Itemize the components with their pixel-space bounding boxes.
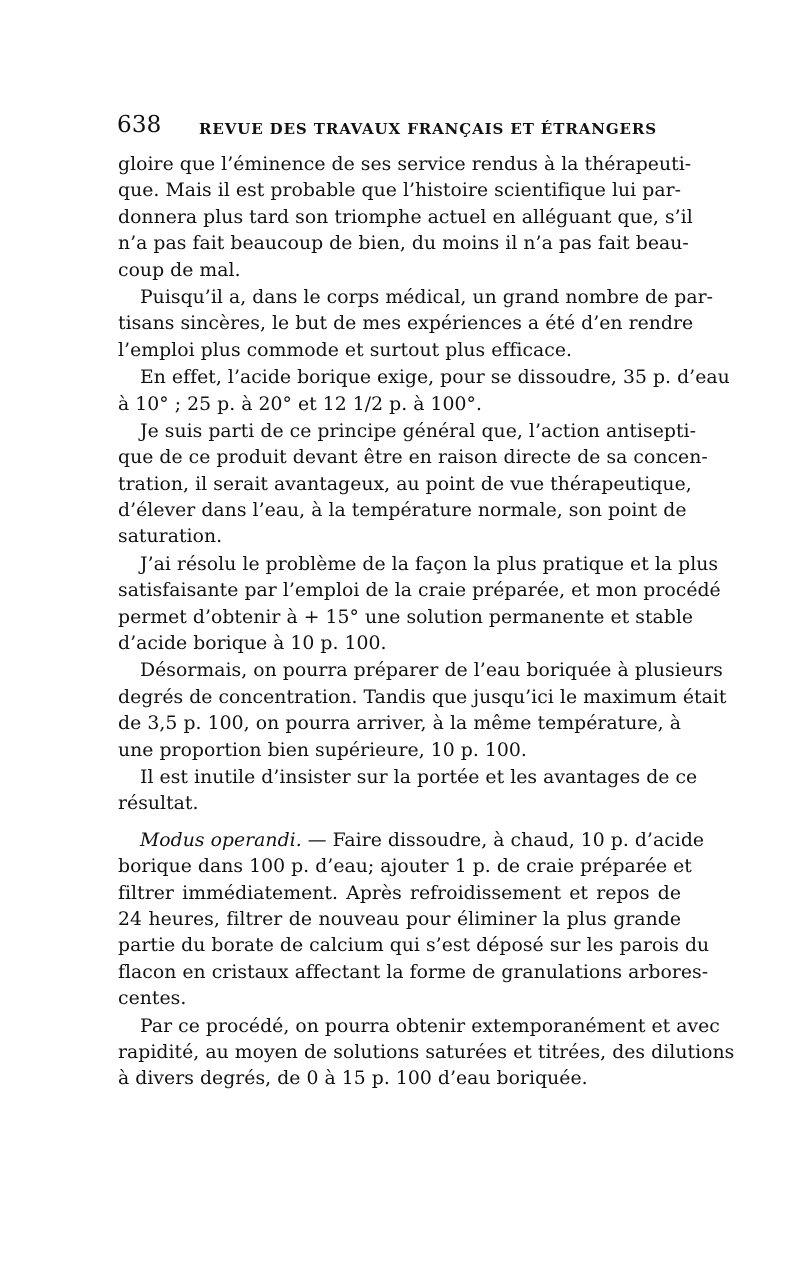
modus-operandi-heading: Modus operandi. <box>140 829 302 851</box>
text-line: Il est inutile d’insister sur la portée et les avantages de ce <box>140 766 698 788</box>
text-line: que de ce produit devant être en raison directe de sa concen- <box>118 447 708 469</box>
paragraph-9 <box>118 1014 735 1093</box>
paragraph-2 <box>118 285 713 364</box>
text-line: Je suis parti de ce principe général que, l’action antisepti- <box>140 420 696 442</box>
page-header <box>117 110 677 150</box>
paragraph-1 <box>118 152 693 284</box>
paragraph-3 <box>118 365 730 418</box>
text-line: à 10° ; 25 p. à 20° et 12 1/2 p. à 100°. <box>118 393 483 415</box>
text-line: Par ce procédé, on pourra obtenir extemporanément et avec <box>140 1015 720 1037</box>
text-line: n’a pas fait beaucoup de bien, du moins il n’a pas fait beau- <box>118 233 689 255</box>
text-line: degrés de concentration. Tandis que jusqu’ici le maximum était <box>118 686 727 708</box>
text-line: de 3,5 p. 100, on pourra arriver, à la même température, à <box>118 713 681 735</box>
text-line: saturation. <box>118 526 223 548</box>
section-gap <box>118 818 681 828</box>
text-line: donnera plus tard son triomphe actuel en alléguant que, s’il <box>118 206 693 228</box>
text-line: tisans sincères, le but de mes expériences a été d’en rendre <box>118 313 694 335</box>
text-line: résultat. <box>118 793 199 815</box>
text-line: coup de mal. <box>118 259 241 281</box>
text-line: l’emploi plus commode et surtout plus efficace. <box>118 339 573 361</box>
text-line: rapidité, au moyen de solutions saturées et titrées, des dilutions <box>118 1041 735 1063</box>
paragraph-6 <box>118 658 727 764</box>
paragraph-7 <box>118 765 698 818</box>
text-line: permet d’obtenir à + 15° une solution permanente et stable <box>118 606 694 628</box>
text-line: satisfaisante par l’emploi de la craie préparée, et mon procédé <box>118 580 721 602</box>
text-line: borique dans 100 p. d’eau; ajouter 1 p. de craie préparée et <box>118 856 692 878</box>
text-line: partie du borate de calcium qui s’est déposé sur les parois du <box>118 935 710 957</box>
text-line: d’acide borique à 10 p. 100. <box>118 633 387 655</box>
body-text <box>118 152 735 1093</box>
text-line: que. Mais il est probable que l’histoire scientifique lui par- <box>118 180 681 202</box>
text-line: Puisqu’il a, dans le corps médical, un grand nombre de par- <box>140 286 713 308</box>
text-line: à divers degrés, de 0 à 15 p. 100 d’eau boriquée. <box>118 1068 588 1090</box>
text-line: flacon en cristaux affectant la forme de granulations arbores- <box>118 961 709 983</box>
text-line: une proportion bien supérieure, 10 p. 100. <box>118 739 527 761</box>
page-number: 638 <box>117 112 162 138</box>
text-line: d’élever dans l’eau, à la température normale, son point de <box>118 500 687 522</box>
text-line-rest: — Faire dissoudre, à chaud, 10 p. d’acide <box>301 829 705 851</box>
text-line: filtrer immédiatement. Après refroidissement et repos de <box>118 882 681 904</box>
running-title: REVUE DES TRAVAUX FRANÇAIS ET ÉTRANGERS <box>199 120 657 138</box>
text-line: J’ai résolu le problème de la façon la plus pratique et la plus <box>140 553 719 575</box>
text-line: gloire que l’éminence de ses service rendus à la thérapeuti- <box>118 154 692 175</box>
text-line <box>118 828 705 854</box>
paragraph-modus-operandi <box>118 828 710 1013</box>
text-line: centes. <box>118 988 187 1010</box>
text-line: tration, il serait avantageux, au point de vue thérapeutique, <box>118 473 692 495</box>
text-line: 24 heures, filtrer de nouveau pour éliminer la plus grande <box>118 908 681 930</box>
paragraph-4 <box>118 419 708 551</box>
text-line: En effet, l’acide borique exige, pour se dissoudre, 35 p. d’eau <box>140 367 730 389</box>
paragraph-5 <box>118 552 721 658</box>
text-line: Désormais, on pourra préparer de l’eau boriquée à plusieurs <box>140 660 723 682</box>
